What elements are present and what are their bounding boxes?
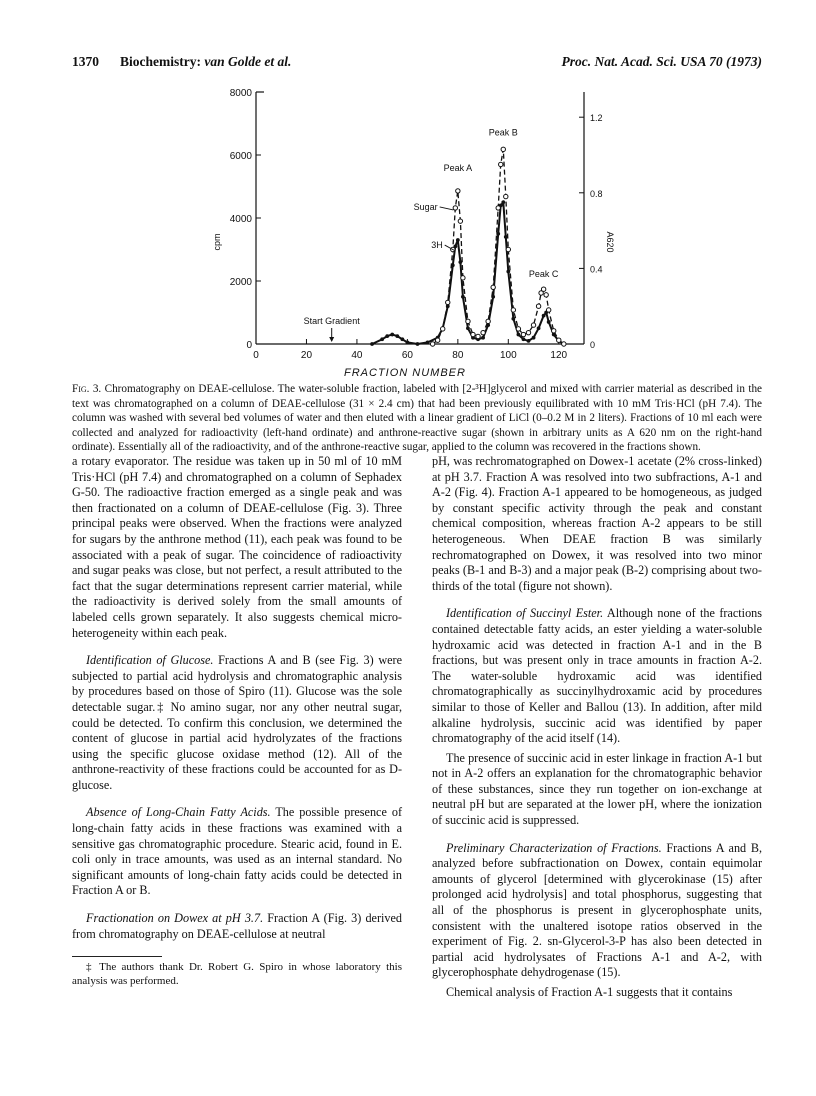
tritium-data-point — [532, 336, 536, 340]
running-head — [120, 54, 291, 70]
sugar-leader-line — [440, 207, 454, 210]
y-left-tick-label: 6000 — [229, 151, 252, 162]
paragraph-text: The possible presence of long-chain fatty acids in these fractions was examined with a sensitive gas chromatographic procedure. Stearic acid, found in E. coli only in trace amounts, was used as an internal standard. No significant amounts of long-chain fatty acids could be detected in Fraction A or B. — [72, 805, 402, 898]
x-tick-label: 80 — [452, 350, 464, 361]
sugar-data-point — [446, 300, 450, 304]
y-right-tick-label: 1.2 — [590, 113, 603, 124]
sugar-data-point — [506, 247, 510, 251]
y-axis-label-right: A620 — [605, 231, 615, 253]
y-right-tick-label: 0.4 — [590, 264, 603, 275]
tritium-data-point — [426, 341, 430, 345]
peak-b-label: Peak B — [488, 127, 518, 138]
paragraph-text: Although none of the fractions contained detectable fatty acids, an ester yielding a water-soluble hydroxamic acid was detected in fraction A-1 and in the B fractions, but was present only in trace amounts in fraction A-2. The water-soluble hydroxamic acid was identified chromatographically as succinylhydroxamic acid by procedures similar to those of Keller and Ballou (13). In addition, after mild alkaline hydrolysis, succinic acid was identified by paper chromatography of the acid itself (14). — [432, 606, 762, 746]
paragraph: The presence of succinic acid in ester linkage in fraction A-1 but not in A-2 offers an explanation for the chromatographic behavior of these substances, since they run together on ion-exchange at neutral pH but are separated at the lower pH, where the ionization of succinic acid is suppressed. — [432, 750, 762, 828]
paragraph-text: Fraction A (Fig. 3) derived from chromatography on DEAE-cellulose at neutral — [72, 911, 402, 941]
sugar-data-point — [456, 189, 460, 193]
paragraph-fatty-acids — [72, 805, 402, 899]
sugar-data-point — [552, 329, 556, 333]
sugar-data-point — [461, 276, 465, 280]
tritium-data-point — [481, 336, 485, 340]
sugar-data-point — [557, 338, 561, 342]
sugar-data-point — [441, 327, 445, 331]
start-gradient-label: Start Gradient — [303, 316, 360, 326]
left-column — [72, 454, 402, 988]
tritium-data-point — [511, 317, 515, 321]
sugar-data-point — [504, 194, 508, 198]
sugar-data-point — [476, 334, 480, 338]
tritium-data-point — [380, 337, 384, 341]
paragraph-text: Fractions A and B (see Fig. 3) were subjected to partial acid hydrolysis and chromatographic analysis by procedures based on those of Spiro (11). Glucose was the sole detectable sugar.‡ No amino sugar, nor any other neutral sugar, could be detected. To confirm this conclusion, we determined the content of glucose in partial acid hydrolyzates of the fractions using the specific glucose oxidase method (12). All of the anthrone-reactivity of these fractions could be accounted for as D-glucose. — [72, 653, 402, 792]
sugar-data-point — [430, 342, 434, 346]
sugar-data-point — [486, 319, 490, 323]
x-tick-label: 100 — [499, 350, 517, 361]
x-tick-label: 60 — [401, 350, 413, 361]
page-header — [72, 54, 762, 74]
start-gradient-arrowhead — [329, 337, 334, 342]
tritium-data-point — [385, 334, 389, 338]
figure-label: Fig. 3. — [72, 383, 102, 395]
tritium-data-point — [527, 339, 531, 343]
tritium-data-point — [416, 342, 420, 346]
tritium-series-label: 3H — [431, 240, 443, 251]
sugar-data-point — [458, 219, 462, 223]
y-left-tick-label: 2000 — [229, 277, 252, 288]
journal-section: Biochemistry: — [120, 54, 201, 69]
sugar-data-point — [541, 287, 545, 291]
y-left-tick-label: 4000 — [229, 214, 252, 225]
sugar-data-point — [453, 206, 457, 210]
peak-a-label: Peak A — [443, 162, 473, 173]
sugar-data-point — [471, 332, 475, 336]
journal-citation: Proc. Nat. Acad. Sci. USA 70 (1973) — [561, 54, 762, 69]
sugar-series-label: Sugar — [413, 201, 438, 212]
section-heading: Identification of Succinyl Ester. — [446, 606, 604, 621]
footnote: ‡ The authors thank Dr. Robert G. Spiro in whose laboratory this analysis was performed. — [72, 961, 402, 987]
right-column — [432, 454, 762, 1001]
authors: van Golde et al. — [204, 54, 292, 69]
sugar-data-point — [562, 342, 566, 346]
sugar-data-point — [499, 162, 503, 166]
sugar-data-point — [536, 304, 540, 308]
tritium-data-point — [501, 200, 505, 204]
chart-ticks — [230, 88, 603, 361]
x-tick-label: 40 — [351, 350, 363, 361]
y-right-tick-label: 0 — [590, 340, 596, 350]
figure-caption — [72, 382, 762, 455]
caption-text: Chromatography on DEAE-cellulose. The water-soluble fraction, labeled with [2-³H]glycerol and mixed with carrier material as described in the text was chromatographed on a column of DEAE-cellulose (31 × 2.4 cm) that had been previously equilibrated with 10 mM Tris·HCl (pH 7.4). The column was washed with several bed volumes of water and then eluted with a linear gradient of LiCl (0–0.2 M in 2 liters). Fractions of 10 ml each were collected and analyzed for radioactivity (left-hand ordinate) and anthrone-reactive sugar (shown in arbitrary units as A 620 nm on the right-hand ordinate). Essentially all of the radioactivity, and of the anthrone-reactive sugar, applied to the column was recovered in the fractions shown. — [72, 383, 763, 453]
chart-frame — [256, 92, 584, 344]
paragraph: Chemical analysis of Fraction A-1 suggests that it contains — [446, 985, 733, 999]
tritium-data-point — [405, 341, 409, 345]
tritium-data-point — [537, 326, 541, 330]
y-axis-label-left: cpm — [212, 233, 222, 251]
paragraph: pH, was rechromatographed on Dowex-1 acetate (2% cross-linked) at pH 3.7. Fraction A was resolved into two subfractions, A-1 and A-2 (Fig. 4). Fraction A-1 appeared to be homogeneous, as judged by constant specific activity through the peak and constant chemical composition, whereas fraction A-2 appears to be still heterogeneous. When DEAE fraction B was similarly rechromatographed on Dowex, it was resolved into two minor peaks (B-1 and B-3) and a major peak (B-2) comprising about two-thirds of the total (figure not shown). — [432, 454, 762, 593]
section-heading: Identification of Glucose. — [86, 653, 214, 668]
paragraph-text: Fractions A and B, analyzed before subfractionation on Dowex, contain equimolar amounts of glycerol [determined with glycerokinase (15) after prolonged acid hydrolysis] and total phosphorus, suggesting that all of the phosphorus is present in glycerophosphate units, consistent with the unaltered isotope ratios observed in the experiment of Fig. 2. sn-Glycerol-3-P has also been detected in partial acid hydrolysates of Fractions A-1 and A-2, with glycerophosphate dehydrogenase (15). — [432, 840, 762, 980]
section-heading: Preliminary Characterization of Fractions. — [446, 840, 662, 855]
x-tick-label: 20 — [300, 350, 313, 361]
peak-c-label: Peak C — [528, 269, 559, 280]
tritium-data-point — [370, 342, 374, 346]
tritium-data-point — [517, 333, 521, 337]
paragraph-succinyl — [432, 606, 762, 746]
sugar-data-point — [466, 319, 470, 323]
elution-profile-chart — [200, 82, 620, 380]
sugar-data-point — [521, 332, 525, 336]
sugar-data-point — [491, 285, 495, 289]
paragraph: a rotary evaporator. The residue was taken up in 50 ml of 10 mM Tris·HCl (pH 7.4) and chromatographed on a column of Sephadex G-50. The radioactive fraction emerged as a single peak and was then fractionated on a column of DEAE-cellulose (Fig. 3). Three principal peaks were observed. When the fractions were analyzed for sugars by the anthrone method (11), each peak was found to be associated with a peak of sugar. The coincidence of radioactivity and sugar peaks was close, but not perfect, a result attributed to the fact that the sugar determinations represent carrier material, while the radioactivity is derived solely from the small amounts of labeled cells grown separately. It also suggests chemical micro-heterogeneity within each peak. — [72, 454, 402, 640]
chart-series — [370, 147, 566, 346]
sugar-data-point — [435, 338, 439, 342]
tritium-data-point — [547, 320, 551, 324]
sugar-data-point — [496, 206, 500, 210]
paragraph-glucose — [72, 653, 402, 793]
y-right-tick-label: 0.8 — [590, 188, 603, 199]
sugar-data-point — [481, 330, 485, 334]
tritium-data-point — [461, 295, 465, 299]
tritium-data-point — [456, 238, 460, 242]
tritium-data-point — [522, 337, 526, 341]
sugar-data-point — [546, 308, 550, 312]
y-left-tick-label: 8000 — [229, 88, 252, 99]
section-heading: Absence of Long-Chain Fatty Acids. — [86, 805, 271, 820]
tritium-data-point — [395, 334, 399, 338]
footnote-divider — [72, 956, 162, 957]
tritium-data-point — [466, 326, 470, 330]
x-tick-label: 0 — [253, 350, 259, 361]
chart-annotations — [304, 127, 559, 342]
x-axis-label: FRACTION NUMBER — [344, 367, 466, 379]
paragraph-characterization — [432, 841, 762, 981]
x-tick-label: 120 — [550, 350, 568, 361]
page-number: 1370 — [72, 54, 99, 69]
y-left-tick-label: 0 — [246, 340, 252, 351]
sugar-data-point — [501, 147, 505, 151]
sugar-data-point — [531, 323, 535, 327]
sugar-data-point — [516, 327, 520, 331]
paragraph-dowex — [72, 911, 402, 942]
sugar-data-point — [511, 308, 515, 312]
sugar-data-point — [526, 330, 530, 334]
tritium-data-point — [400, 337, 404, 341]
sugar-data-point — [544, 293, 548, 297]
tritium-data-point — [390, 333, 394, 337]
section-heading: Fractionation on Dowex at pH 3.7. — [86, 911, 264, 926]
tritium-data-point — [542, 314, 546, 318]
